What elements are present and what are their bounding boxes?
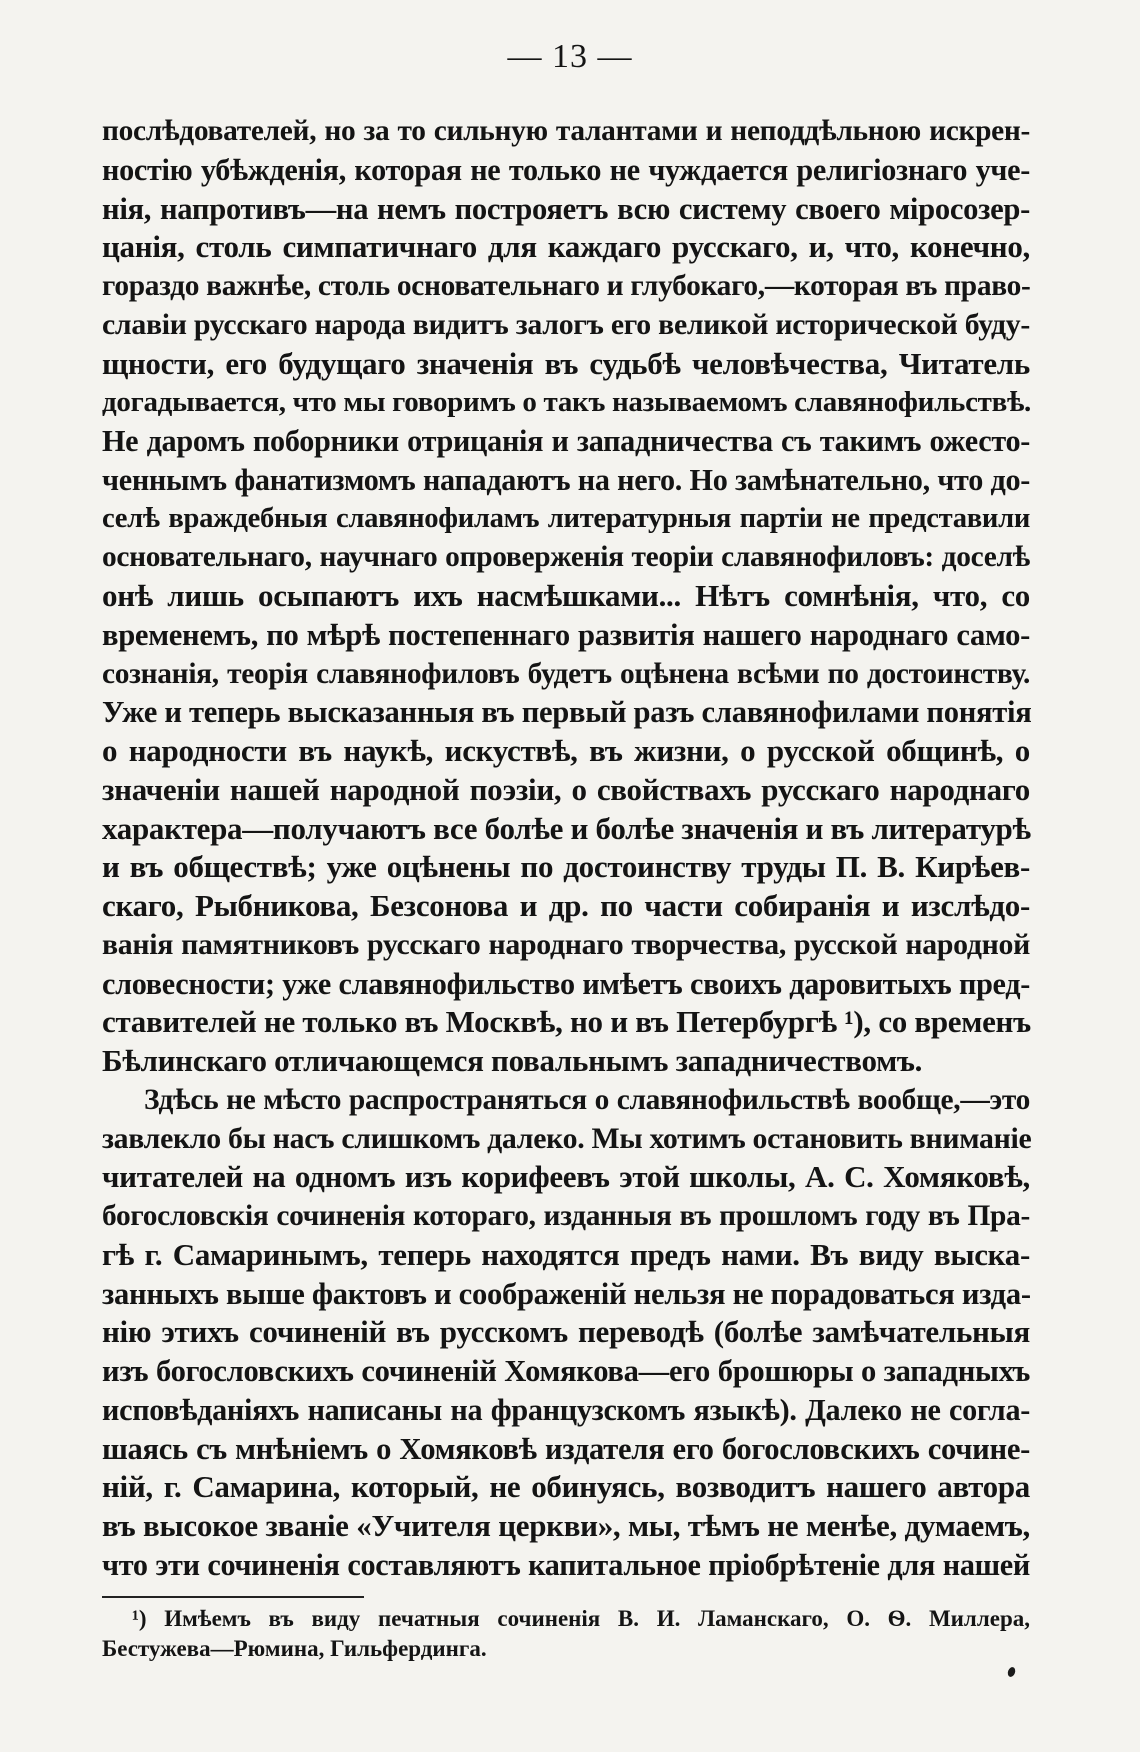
- body-text: [102, 112, 1030, 1585]
- text-line: ставителей не только въ Москвѣ, но и въ Петербургѣ ¹), со временъ: [102, 1004, 1031, 1040]
- text-line: гораздо важнѣе, столь основательнаго и глубокаго,—которая въ право-: [102, 270, 1031, 302]
- text-line: словесности; уже славянофильство имѣетъ своихъ даровитыхъ пред-: [102, 966, 1030, 1001]
- text-line: нію этихъ сочиненій въ русскомъ переводѣ (болѣе замѣчательныя: [102, 1314, 1030, 1350]
- text-line: временемъ, по мѣрѣ постепеннаго развитія нашего народнаго само-: [102, 617, 1030, 652]
- text-line: шаясь съ мнѣніемъ о Хомяковѣ издателя его богословскихъ сочине-: [102, 1431, 1030, 1466]
- text-line: гѣ г. Самаринымъ, теперь находятся предъ нами. Въ виду выска-: [102, 1236, 1030, 1272]
- text-line: занныхъ выше фактовъ и соображеній нельзя не порадоваться изда-: [102, 1276, 1031, 1311]
- text-line: исповѣданіяхъ написаны на французскомъ языкѣ). Далеко не согла-: [102, 1392, 1030, 1427]
- text-line: и въ обществѣ; уже оцѣнены по достоинству труды П. В. Кирѣев-: [102, 849, 1030, 885]
- footnote-line: ¹) Имѣемъ въ виду печатныя сочиненія В. И. Ламанскаго, О. Ѳ. Миллера,: [132, 1606, 1030, 1631]
- text-line: нія, напротивъ—на немъ построяетъ всю систему своего міросозер-: [102, 191, 1030, 226]
- text-line: о народности въ наукѣ, искуствѣ, въ жизни, о русской общинѣ, о: [102, 733, 1030, 768]
- text-line: щности, его будущаго значенія въ судьбѣ человѣчества, Читатель: [102, 345, 1030, 381]
- footnote-line: Бестужева—Рюмина, Гильфердинга.: [102, 1636, 487, 1661]
- text-line: селѣ враждебныя славянофиламъ литературныя партіи не представили: [102, 502, 1030, 534]
- text-line: характера—получаютъ все болѣе и болѣе значенія и въ литературѣ: [102, 810, 1031, 846]
- footnote: [102, 1604, 1030, 1664]
- text-line: ванія памятниковъ русскаго народнаго творчества, русской народной: [102, 927, 1030, 961]
- text-line: славіи русскаго народа видитъ залогъ его великой исторической буду-: [102, 307, 1030, 341]
- text-line: что эти сочиненія составляютъ капитальное пріобрѣтеніе для нашей: [102, 1547, 1030, 1582]
- text-line: ностію убѣжденія, которая не только не чуждается религіознаго уче-: [102, 152, 1030, 187]
- text-line: богословскія сочиненія котораго, изданныя въ прошломъ году въ Пра-: [102, 1200, 1030, 1232]
- text-line: Бѣлинскаго отличающемся повальнымъ западничествомъ.: [102, 1043, 923, 1078]
- text-line: цанія, столь симпатичнаго для каждаго русскаго, и, что, конечно,: [102, 229, 1030, 265]
- text-line: читателей на одномъ изъ корифеевъ этой школы, А. С. Хомяковѣ,: [102, 1159, 1030, 1195]
- text-line: скаго, Рыбникова, Безсонова и др. по части собиранія и изслѣдо-: [102, 888, 1030, 923]
- text-line: завлекло бы насъ слишкомъ далеко. Мы хотимъ остановить вниманіе: [102, 1121, 1032, 1155]
- text-line: въ высокое званіе «Учителя церкви», мы, тѣмъ не менѣе, думаемъ,: [102, 1508, 1030, 1543]
- text-line: основательнаго, научнаго опроверженія теоріи славянофиловъ: доселѣ: [102, 541, 1030, 574]
- text-line: изъ богословскихъ сочиненій Хомякова—его брошюры о западныхъ: [102, 1354, 1030, 1388]
- text-line: ченнымъ фанатизмомъ нападаютъ на него. Но замѣнательно, что до-: [102, 462, 1030, 497]
- text-line: ній, г. Самарина, который, не обинуясь, возводитъ нашего автора: [102, 1469, 1030, 1505]
- text-line: Уже и теперь высказанныя въ первый разъ славянофилами понятія: [102, 695, 1032, 730]
- text-line: онѣ лишь осыпаютъ ихъ насмѣшками... Нѣтъ сомнѣнія, что, со: [102, 578, 1030, 613]
- text-line: послѣдователей, но за то сильную талантами и неподдѣльною искрен-: [102, 115, 1030, 147]
- footnote-divider: [102, 1596, 364, 1598]
- text-line: значеніи нашей народной поэзіи, о свойствахъ русскаго народнаго: [102, 771, 1030, 807]
- text-line: сознанія, теорія славянофиловъ будетъ оцѣнена всѣми по достоинству.: [102, 657, 1030, 690]
- text-line: Не даромъ поборники отрицанія и западничества съ такимъ ожесто-: [102, 424, 1030, 458]
- text-line: догадывается, что мы говоримъ о такъ называемомъ славянофильствѣ.: [102, 386, 1032, 419]
- ink-spot: [1007, 1666, 1017, 1678]
- page-number: — 13 —: [507, 38, 633, 75]
- text-line: Здѣсь не мѣсто распространяться о славянофильствѣ вообще,—это: [144, 1083, 1030, 1116]
